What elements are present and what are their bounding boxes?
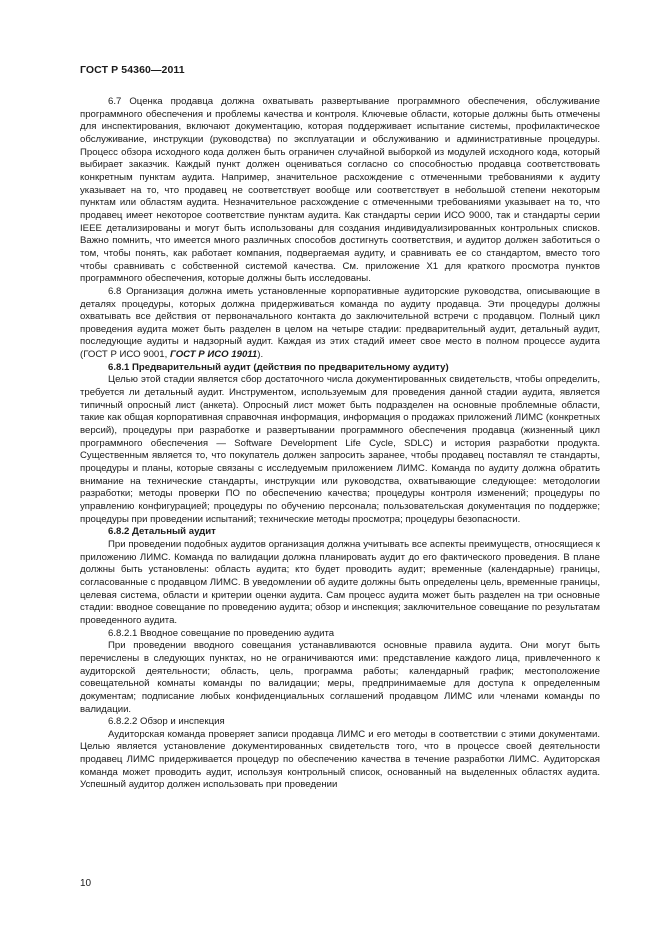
standard-code: ГОСТ Р 54360—2011 — [80, 64, 185, 76]
paragraph-6-8-2: При проведении подобных аудитов организация должна учитывать все аспекты преимуществ, относящиеся к приложению ЛИМС. Команда по валидации должна планировать аудит до его фактического проведения. В плане должны быть установлены: область аудита; кто будет проводить аудит; временные (календарные) границы, согласованные с продавцом ЛИМС. В уведомлении об аудите должны быть определены цель, временные границы, целевая система, области и критерии оценки аудита. Сам процесс аудита может быть разделен на три основные стадии: вводное совещание по проведению аудита; обзор и инспекция; заключительное совещание по результатам проведенного аудита. — [80, 538, 600, 626]
paragraph-6-8-2-1: При проведении вводного совещания устанавливаются основные правила аудита. Они могут быть перечислены в следующих пунктах, но не ограничиваются ими: представление каждого лица, привлеченного к аудиторской деятельности; область, цель, программа работы; календарный график; местоположение совещательной комнаты команды по валидации; меры, предпринимаемые для доступа к определенным документам; подписание любых конфиденциальных соглашений продавцом ЛИМС или членами команды по валидации. — [80, 640, 600, 715]
paragraph-6-7: 6.7 Оценка продавца должна охватывать развертывание программного обеспечения, обслуживание программного обеспечения и проблемы качества и контроля. Ключевые области, которые должны быть отмечены для инспектирования, включают документацию, которая поддерживает испытание системы, профилактическое обслуживание, инструкции (руководства) по эксплуатации и обслуживанию и административные процедуры. Процесс обзора исходного кода должен быть ограничен случайной выборкой из модулей исходного кода, который выбирает заказчик. Каждый пункт должен оцениваться согласно со способностью продавца соответствовать конкретным пунктам аудита. Например, значительное расхождение с отмеченными требованиями к аудиту указывает на то, что продавец не соответствует вообще или соответствует в небольшой степени некоторым пунктам или областям аудита. Незначительное расхождение с отмеченными требованиями указывает на то, что продавец имеет некоторое соответствие пунктам аудита. Как стандарты серии ИСО 9000, так и стандарты серии IEEE детализированы и могут быть использованы для создания индивидуализированных контрольных списков. Важно помнить, что имеется много различных способов достигнуть соответствия, и аудитор должен заботиться о том, чтобы понять, как работает компания, подвергаемая аудиту, и сравнивать ее со стандартом, вместо того чтобы сравнивать с собственной системой качества. См. приложение Х1 для краткого просмотра пунктов программного обеспечения, которые должны быть исследованы. — [80, 96, 600, 285]
document-body — [80, 96, 600, 792]
paragraph-6-8-2-2: Аудиторская команда проверяет записи продавца ЛИМС и его методы в соответствии с этими документами. Целью является установление документированных свидетельств того, что в процессе своей деятельности продавец ЛИМС придерживается процедур по обеспечению качества в течение разработки ЛИМС. Аудиторская команда может проводить аудит, используя контрольный список, основанный на выделенных областях аудита. Успешный аудитор должен использовать при проведении — [80, 728, 600, 791]
document-header — [80, 64, 185, 76]
heading-6-8-1: 6.8.1 Предварительный аудит (действия по предварительному аудиту) — [108, 361, 449, 373]
paragraph-6-8-1: Целью этой стадии является сбор достаточного числа документированных свидетельств, чтобы определить, требуется ли детальный аудит. Инструментом, используемым для проведения данной стадии аудита, является типичный опросный лист (анкета). Опросный лист может быть подразделен на основные проблемные области, такие как общая корпоративная справочная информация, информация о продажах приложений ЛИМС (конкретных версий), процедуры при разработке и развертывании программного обеспечения продавца (жизненный цикл программного обеспечения — Software Development Life Cycle, SDLC) и история разработки продукта. Существенным является то, что покупатель должен запросить заранее, чтобы продавец поставлял те стандарты, процедуры и планы, которые связаны с исследуемым приложением ЛИМС. Команда по аудиту должна обратить внимание на технические стандарты, инструкции или руководства, охватывающие следующее: методологии разработки; методы проверки ПО по обеспечению качества; процедуры контроля изменений; процедуры по управлению конфигурацией; процедуры по обучению персонала; пользовательская документация по поддержке; процедуры при проведении испытаний; технические методы просмотра; процедуры безопасности. — [80, 374, 600, 525]
paragraph-6-8-text: 6.8 Организация должна иметь установленные корпоративные аудиторские руководства, описывающие в деталях процедуры, которых должна придерживаться команда по аудиту продавца. Эти процедуры должны охватывать все действия от первоначального контакта до заключительной встречи с продавцом. Полный цикл проведения аудита может быть разделен в целом на четыре стадии: предварительный аудит, детальный аудит, последующие аудиты и надзорный аудит. Каждая из этих стадий имеет свое место в полном процессе аудита (ГОСТ Р ИСО 9001, — [80, 285, 600, 361]
page-number: 10 — [80, 878, 92, 889]
heading-6-8-2: 6.8.2 Детальный аудит — [108, 526, 216, 538]
paragraph-6-8 — [80, 286, 600, 362]
heading-6-8-2-2: 6.8.2.2 Обзор и инспекция — [108, 716, 225, 728]
standard-reference: ГОСТ Р ИСО 19011 — [169, 349, 258, 361]
paragraph-6-8-end: ). — [257, 349, 264, 361]
heading-6-8-2-1: 6.8.2.1 Вводное совещание по проведению аудита — [108, 627, 335, 639]
